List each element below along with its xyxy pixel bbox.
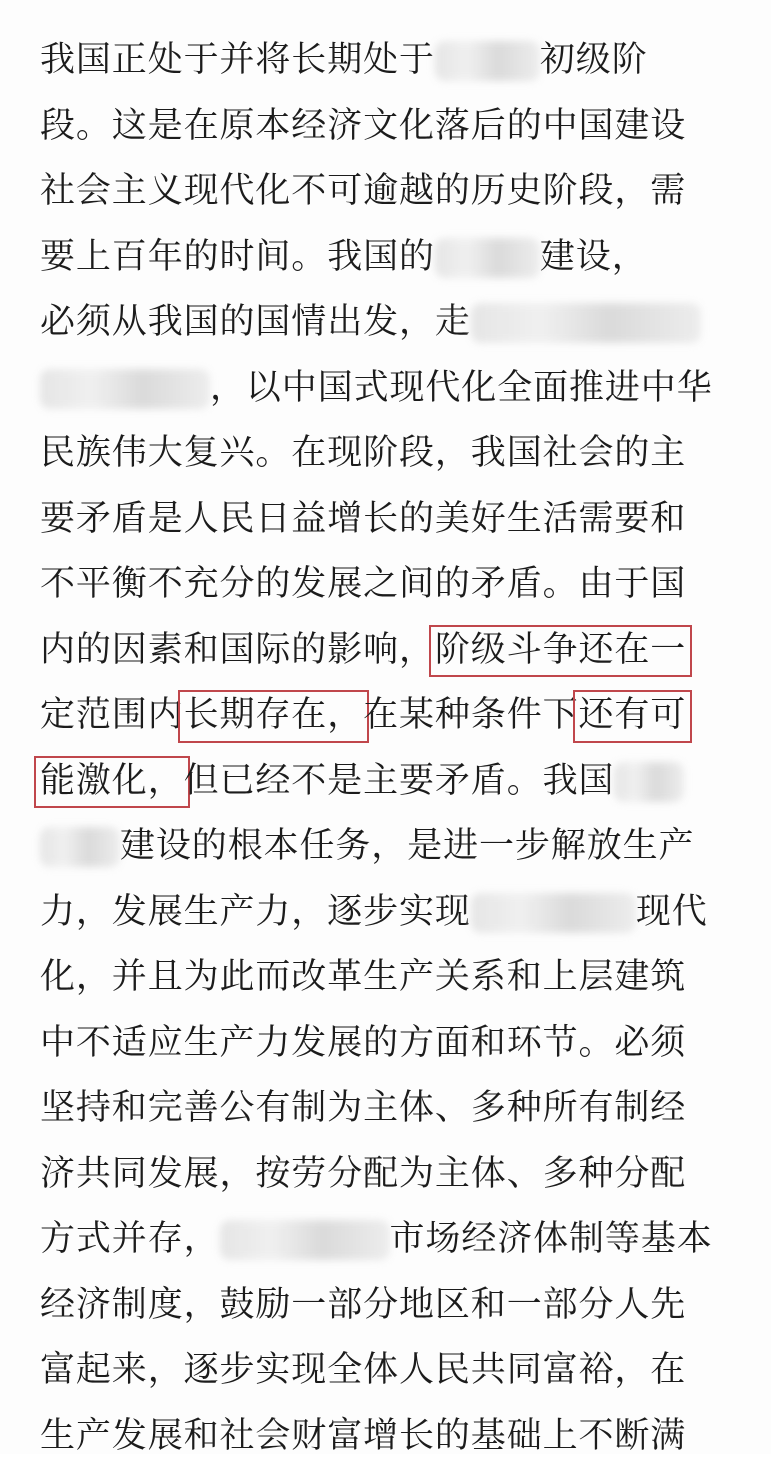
highlight-box: [429, 625, 692, 678]
text-line: [40, 159, 740, 225]
text-line: [40, 421, 740, 487]
highlight-box: [34, 756, 190, 809]
text-line: [40, 356, 740, 422]
text-line: [40, 1142, 740, 1208]
text-line: [40, 618, 740, 684]
text-line: [40, 1404, 740, 1469]
text-segment: 市场经济体制等基本: [390, 1207, 713, 1273]
highlighted-phrase: 阶级斗争还在一: [435, 618, 686, 684]
text-segment: 在某种条件下: [363, 683, 578, 749]
text-segment: 方式并存，: [40, 1207, 220, 1273]
text-line: [40, 290, 740, 356]
text-segment: 建设的根本任务，是进一步解放生产: [120, 814, 694, 880]
text-segment: 民族伟大复兴。在现阶段，我国社会的主: [40, 421, 686, 487]
redacted-blur: [471, 303, 701, 343]
text-segment: 生产发展和社会财富增长的基础上不断满: [40, 1404, 686, 1469]
text-segment: 段。这是在原本经济文化落后的中国建设: [40, 94, 686, 160]
text-line: [40, 487, 740, 553]
text-segment: 定范围内: [40, 683, 184, 749]
text-line: [40, 552, 740, 618]
redacted-blur: [435, 41, 540, 81]
highlighted-phrase: 能激化，: [40, 749, 184, 815]
highlight-box: [573, 690, 693, 743]
paragraph-text: [40, 28, 740, 1469]
text-segment: 但已经不是主要矛盾。我国: [184, 749, 615, 815]
text-segment: 化，并且为此而改革生产关系和上层建筑: [40, 945, 686, 1011]
text-line: [40, 814, 740, 880]
text-segment: 必须从我国的国情出发，走: [40, 290, 471, 356]
text-segment: 济共同发展，按劳分配为主体、多种分配: [40, 1142, 686, 1208]
text-segment: 要上百年的时间。我国的: [40, 225, 435, 291]
text-segment: 经济制度，鼓励一部分地区和一部分人先: [40, 1273, 686, 1339]
text-line: [40, 1338, 740, 1404]
redacted-blur: [220, 1220, 390, 1260]
text-line: [40, 1076, 740, 1142]
text-segment: 内的因素和国际的影响，: [40, 618, 435, 684]
text-line: [40, 880, 740, 946]
redacted-blur: [435, 238, 540, 278]
text-segment: 不平衡不充分的发展之间的矛盾。由于国: [40, 552, 686, 618]
text-line: [40, 1011, 740, 1077]
highlight-box: [178, 690, 370, 743]
text-segment: 坚持和完善公有制为主体、多种所有制经: [40, 1076, 686, 1142]
text-line: [40, 225, 740, 291]
text-line: [40, 1207, 740, 1273]
redacted-blur: [40, 827, 120, 867]
redacted-blur: [614, 762, 684, 802]
text-segment: 中不适应生产力发展的方面和环节。必须: [40, 1011, 686, 1077]
highlighted-phrase: 还有可: [579, 683, 687, 749]
text-segment: 富起来，逐步实现全体人民共同富裕，在: [40, 1338, 686, 1404]
text-segment: 要矛盾是人民日益增长的美好生活需要和: [40, 487, 686, 553]
text-line: [40, 28, 740, 94]
text-segment: 我国正处于并将长期处于: [40, 28, 435, 94]
text-segment: 现代: [636, 880, 708, 946]
text-line: [40, 683, 740, 749]
highlighted-phrase: 长期存在，: [184, 683, 364, 749]
text-segment: 社会主义现代化不可逾越的历史阶段，需: [40, 159, 686, 225]
text-line: [40, 749, 740, 815]
text-line: [40, 94, 740, 160]
redacted-blur: [471, 893, 636, 933]
text-segment: 力，发展生产力，逐步实现: [40, 880, 471, 946]
text-line: [40, 945, 740, 1011]
text-segment: 初级阶: [540, 28, 648, 94]
text-segment: ，以中国式现代化全面推进中华: [210, 356, 713, 422]
redacted-blur: [40, 369, 210, 409]
text-line: [40, 1273, 740, 1339]
text-segment: 建设，: [540, 225, 648, 291]
